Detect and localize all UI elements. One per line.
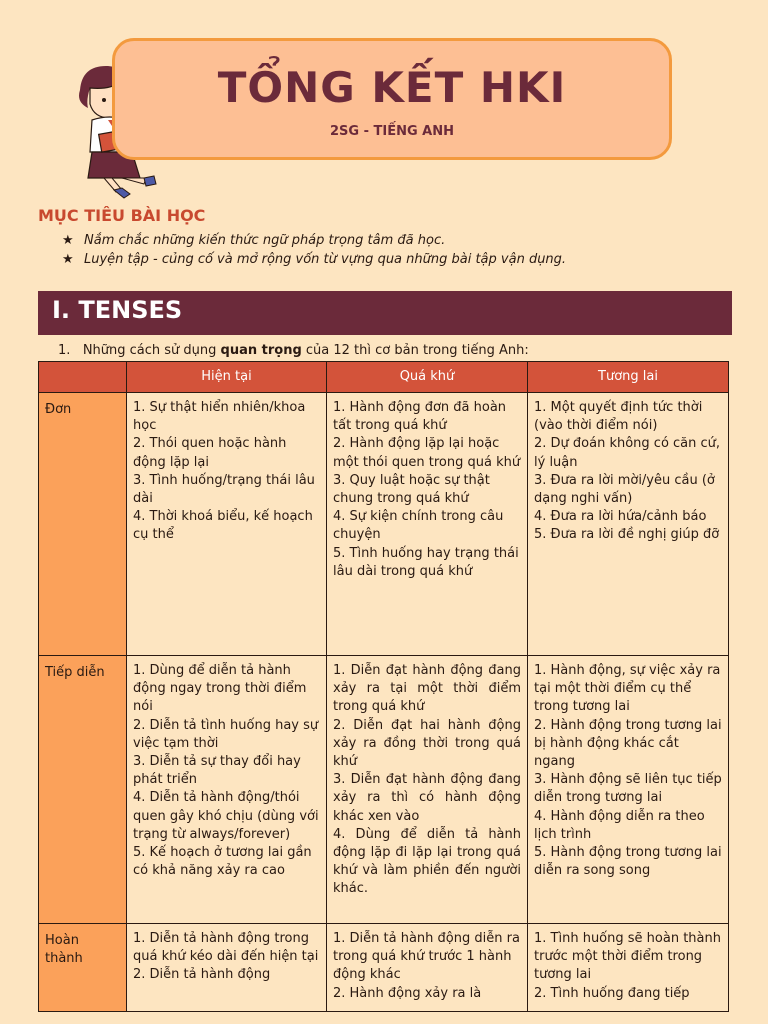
cell-continuous-past (327, 656, 528, 924)
title-card (112, 38, 672, 160)
star-bullet-icon: ★ (62, 233, 74, 248)
header-present: Hiện tại (127, 362, 327, 393)
usage-item: 4. Dùng để diễn tả hành động lặp đi lặp lại trong quá khứ và làm phiền đến người khác. (333, 826, 521, 897)
usage-item: 1. Dùng để diễn tả hành động ngay trong thời điểm nói (133, 663, 307, 715)
usage-item: 1. Sự thật hiển nhiên/khoa học (133, 400, 306, 434)
usage-item: 1. Một quyết định tức thời (vào thời điểm nói) (534, 400, 703, 434)
usage-item: 1. Diễn đạt hành động đang xảy ra tại một thời điểm trong quá khứ (333, 663, 521, 715)
usage-item: 4. Đưa ra lời hứa/cảnh báo (534, 509, 707, 525)
cell-simple-present (127, 393, 327, 656)
usage-item: 4. Sự kiện chính trong câu chuyện (333, 509, 504, 543)
usage-item: 4. Diễn tả hành động/thói quen gây khó chịu (dùng với trạng từ always/forever) (133, 790, 319, 842)
usage-item: 1. Diễn tả hành động diễn ra trong quá khứ trước 1 hành động khác (333, 931, 520, 983)
objectives-heading: MỤC TIÊU BÀI HỌC (38, 206, 206, 225)
table-row (39, 393, 729, 656)
usage-item: 1. Tình huống sẽ hoàn thành trước một thời điểm trong tương lai (534, 931, 721, 983)
usage-item: 1. Hành động, sự việc xảy ra tại một thời điểm cụ thể trong tương lai (534, 663, 721, 715)
usage-item: 3. Hành động sẽ liên tục tiếp diễn trong tương lai (534, 772, 722, 806)
list-item (62, 231, 738, 250)
usage-item: 2. Thói quen hoặc hành động lặp lại (133, 436, 287, 470)
header-past: Quá khứ (327, 362, 528, 393)
usage-item: 2. Hành động lặp lại hoặc một thói quen trong quá khứ (333, 436, 521, 470)
lesson-objectives (38, 206, 738, 269)
usage-item: 2. Diễn đạt hai hành động xảy ra đồng thời trong quá khứ (333, 717, 521, 770)
star-bullet-icon: ★ (62, 252, 74, 267)
header-future: Tương lai (528, 362, 729, 393)
usage-item: 2. Diễn tả tình huống hay sự việc tạm thời (133, 717, 319, 751)
usage-item: 5. Đưa ra lời đề nghị giúp đỡ (534, 527, 720, 543)
usage-item: 3. Diễn tả sự thay đổi hay phát triển (133, 754, 301, 788)
intro-text-bold: quan trọng (220, 343, 302, 358)
page-subtitle: 2SG - TIẾNG ANH (329, 124, 454, 139)
list-number: 1. (58, 343, 71, 358)
cell-continuous-future (528, 656, 729, 924)
usage-item: 2. Hành động trong tương lai bị hành động khác cắt ngang (534, 717, 722, 770)
usage-item: 2. Dự đoán không có căn cứ, lý luận (534, 436, 721, 470)
cell-simple-future (528, 393, 729, 656)
list-item (62, 250, 738, 269)
intro-text-after: của 12 thì cơ bản trong tiếng Anh: (301, 343, 529, 358)
objective-text: Nắm chắc những kiến thức ngữ pháp trọng tâm đã học. (84, 233, 446, 248)
cell-continuous-present (127, 656, 327, 924)
table-row (39, 656, 729, 924)
objective-text: Luyện tập - củng cố và mở rộng vốn từ vựng qua những bài tập vận dụng. (84, 252, 567, 267)
intro-line (58, 343, 529, 358)
table-row (39, 924, 729, 1012)
usage-item: 3. Quy luật hoặc sự thật chung trong quá khứ (333, 472, 490, 507)
cell-perfect-past (327, 924, 528, 1012)
table-header-row (39, 362, 729, 393)
usage-item: 5. Hành động trong tương lai diễn ra song song (534, 845, 722, 879)
cell-perfect-future (528, 924, 729, 1012)
usage-item: 5. Kế hoạch ở tương lai gần có khả năng xảy ra cao (133, 845, 312, 879)
intro-text-before: Những cách sử dụng (82, 343, 221, 358)
usage-item: 2. Hành động xảy ra là (333, 985, 482, 1001)
section-heading-tenses: I. TENSES (38, 291, 732, 335)
tenses-table (38, 361, 729, 1012)
row-label-simple: Đơn (39, 393, 127, 656)
usage-item: 1. Hành động đơn đã hoàn tất trong quá khứ (333, 400, 507, 434)
usage-item: 1. Diễn tả hành động trong quá khứ kéo dài đến hiện tại (133, 931, 319, 965)
usage-item: 5. Tình huống hay trạng thái lâu dài trong quá khứ (333, 545, 519, 579)
usage-item: 3. Tình huống/trạng thái lâu dài (133, 472, 315, 507)
objectives-list (38, 231, 738, 269)
usage-item: 3. Đưa ra lời mời/yêu cầu (ở dạng nghi vấn) (534, 472, 715, 507)
cell-simple-past (327, 393, 528, 656)
header-corner (39, 362, 127, 393)
page-title: TỔNG KẾT HKI (217, 63, 567, 112)
usage-item: 3. Diễn đạt hành động đang xảy ra thì có hành động khác xen vào (333, 772, 521, 824)
usage-item: 2. Diễn tả hành động (133, 967, 271, 983)
usage-item: 2. Tình huống đang tiếp (534, 985, 690, 1001)
usage-item: 4. Hành động diễn ra theo lịch trình (534, 808, 705, 842)
usage-item: 4. Thời khoá biểu, kế hoạch cụ thể (133, 509, 313, 543)
row-label-perfect: Hoàn thành (39, 924, 127, 1012)
cell-perfect-present (127, 924, 327, 1012)
row-label-continuous: Tiếp diễn (39, 656, 127, 924)
